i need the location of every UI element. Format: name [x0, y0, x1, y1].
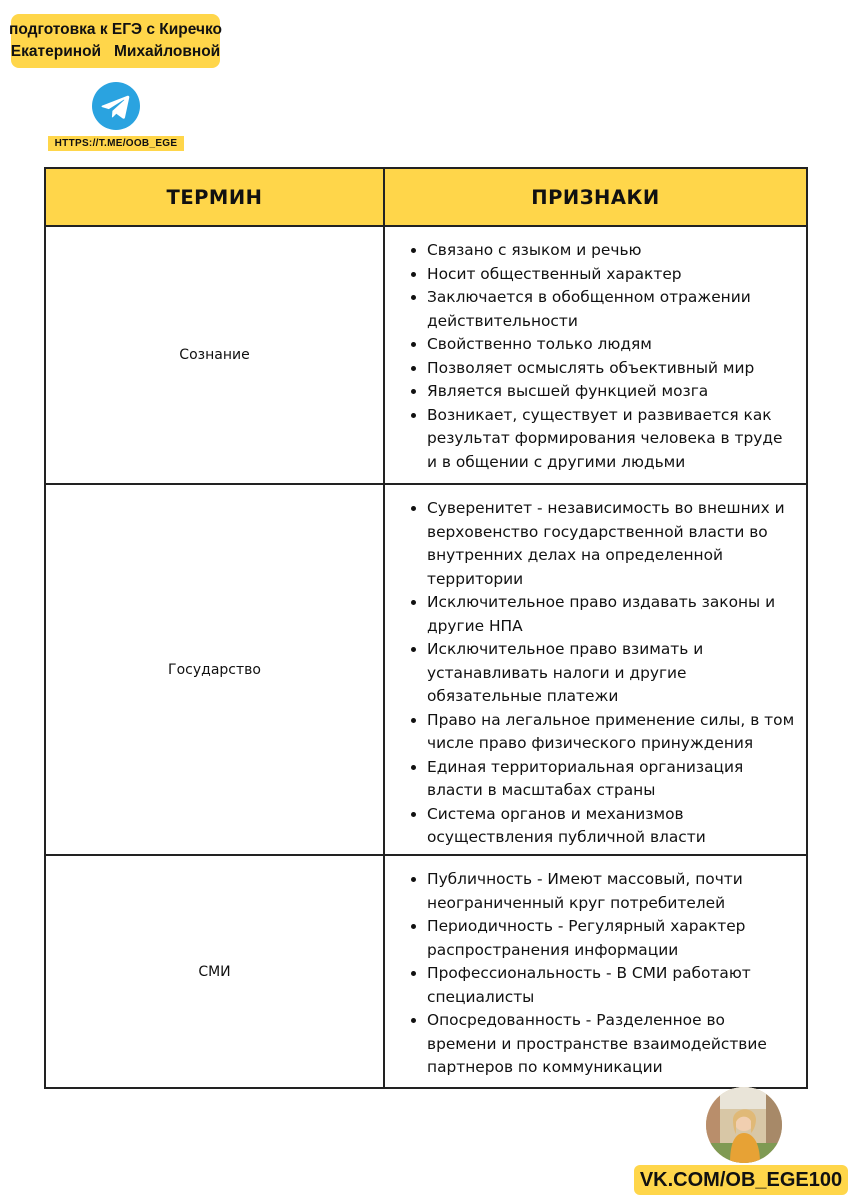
telegram-link[interactable]: HTTPS://T.ME/OOB_EGE: [48, 136, 184, 151]
features-cell: [384, 226, 807, 484]
feature-item: • Является высшей функцией мозга: [427, 380, 796, 404]
author-photo: [706, 1087, 782, 1163]
features-list: [385, 227, 806, 474]
avatar: [706, 1087, 782, 1163]
features-cell: [384, 484, 807, 855]
terms-table: [44, 167, 808, 1089]
feature-item: • Связано с языком и речью: [427, 239, 796, 263]
feature-item: • Публичность - Имеют массовый, почти неограниченный круг потребителей: [427, 868, 796, 915]
author-badge: [8, 14, 223, 68]
vk-link[interactable]: VK.COM/OB_EGE100: [634, 1165, 848, 1195]
author-badge-line2: Екатериной Михайловной: [10, 43, 221, 60]
feature-item: • Периодичность - Регулярный характер распространения информации: [427, 915, 796, 962]
feature-item: • Позволяет осмыслять объективный мир: [427, 357, 796, 381]
table-row: [45, 855, 807, 1088]
feature-item: • Возникает, существует и развивается как результат формирования человека в труде и в общении с другими людьми: [427, 404, 796, 475]
features-cell: [384, 855, 807, 1088]
feature-item: • Носит общественный характер: [427, 263, 796, 287]
feature-item: • Исключительное право взимать и устанавливать налоги и другие обязательные платежи: [427, 638, 796, 709]
feature-item: • Заключается в обобщенном отражении действительности: [427, 286, 796, 333]
table-row: [45, 484, 807, 855]
feature-item: • Суверенитет - независимость во внешних и верховенство государственной власти во внутренних делах на определенной территории: [427, 497, 796, 591]
term-cell: СМИ: [45, 855, 384, 1088]
table-row: [45, 226, 807, 484]
author-badge-line1: подготовка к ЕГЭ с Киречко: [8, 21, 223, 38]
table-header-row: [45, 168, 807, 226]
feature-item: • Исключительное право издавать законы и другие НПА: [427, 591, 796, 638]
term-cell: Государство: [45, 484, 384, 855]
header-term: ТЕРМИН: [45, 168, 384, 226]
feature-item: • Опосредованность - Разделенное во времени и пространстве взаимодействие партнеров по коммуникации: [427, 1009, 796, 1080]
feature-item: • Свойственно только людям: [427, 333, 796, 357]
feature-item: • Единая территориальная организация власти в масштабах страны: [427, 756, 796, 803]
telegram-icon[interactable]: [92, 82, 140, 130]
feature-item: • Профессиональность - В СМИ работают специалисты: [427, 962, 796, 1009]
feature-item: • Право на легальное применение силы, в том числе право физического принуждения: [427, 709, 796, 756]
term-cell: Сознание: [45, 226, 384, 484]
features-list: [385, 856, 806, 1080]
feature-item: • Система органов и механизмов осуществления публичной власти: [427, 803, 796, 850]
features-list: [385, 485, 806, 850]
header-features: ПРИЗНАКИ: [384, 168, 807, 226]
